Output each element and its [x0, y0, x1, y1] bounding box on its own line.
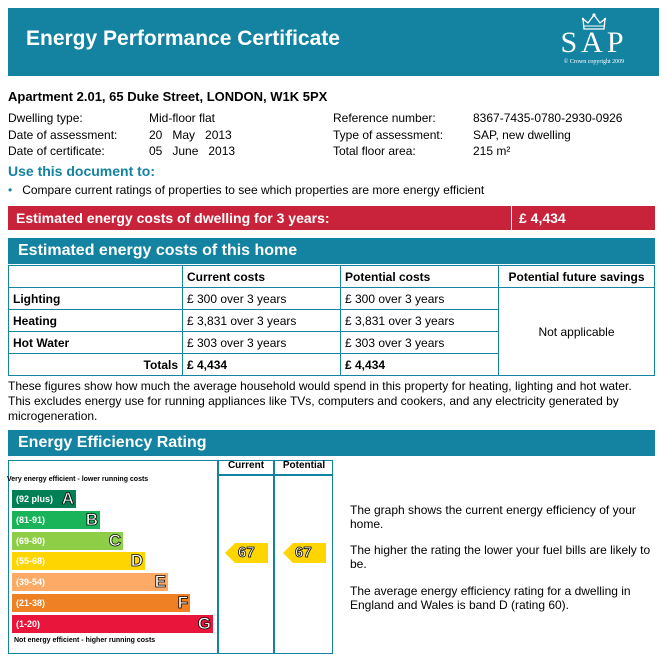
column-potential-label: Potential — [282, 460, 326, 471]
dwelling-type-label: Dwelling type: — [8, 111, 83, 125]
row-label: Heating — [9, 310, 183, 332]
energy-costs-table — [8, 265, 655, 376]
rating-band-range: (92 plus) — [16, 494, 54, 504]
row-label: Lighting — [9, 288, 183, 310]
potential-savings-value: Not applicable — [499, 288, 655, 376]
rating-bottom-label: Not energy efficient - higher running costs — [14, 637, 156, 644]
table-header-row — [9, 266, 655, 288]
row-potential: £ 300 over 3 years — [341, 288, 499, 310]
sap-logo-text: SAP — [560, 26, 628, 59]
rating-band-letter: D — [130, 551, 143, 570]
potential-rating-value: 67 — [295, 544, 312, 561]
assessment-type-label: Type of assessment: — [333, 127, 444, 142]
rating-band-range: (39-54) — [16, 577, 46, 587]
assessment-type-value: SAP, new dwelling — [473, 127, 571, 142]
property-address: Apartment 2.01, 65 Duke Street, LONDON, W1K 5PX — [8, 89, 328, 104]
rating-band-f — [12, 594, 190, 612]
row-potential: £ 303 over 3 years — [341, 332, 499, 354]
details-right-labels — [333, 110, 443, 160]
use-document-item-text: Compare current ratings of properties to see which properties are more energy efficient — [22, 183, 485, 197]
rating-band-b — [12, 511, 100, 529]
rating-band-letter: A — [61, 489, 74, 508]
rating-band-c — [12, 532, 123, 550]
estimated-cost-bar — [8, 206, 655, 230]
rating-band-range: (21-38) — [16, 598, 46, 608]
rating-band-letter: F — [177, 593, 188, 612]
use-document-item — [8, 183, 484, 197]
rating-explanation-1: The graph shows the current energy efficiency of your home. — [350, 503, 636, 531]
rating-explanation-3: The average energy efficiency rating for a dwelling in England and Wales is band D (rating 60). — [350, 584, 631, 612]
rating-section-title: Energy Efficiency Rating — [8, 430, 655, 456]
date-assessment-value: 20 May 2013 — [149, 127, 232, 142]
sap-logo — [549, 12, 639, 72]
use-document-title: Use this document to: — [8, 163, 156, 179]
table-header-savings: Potential future savings — [499, 266, 655, 288]
rating-band-range: (1-20) — [16, 619, 41, 629]
sap-copyright: © Crown copyright 2009 — [563, 59, 625, 65]
table-row — [9, 288, 655, 310]
certificate-header — [8, 8, 659, 76]
estimated-cost-value: £ 4,434 — [519, 210, 566, 226]
totals-label: Totals — [9, 354, 183, 376]
date-assessment-label: Date of assessment: — [8, 127, 118, 142]
column-divider — [273, 460, 275, 654]
details-left-values — [149, 110, 235, 160]
rating-band-a — [12, 490, 76, 508]
rating-band-e — [12, 573, 168, 591]
rating-band-range: (69-80) — [16, 536, 46, 546]
certificate-title: Energy Performance Certificate — [26, 27, 340, 50]
rating-band-letter: G — [197, 614, 211, 633]
rating-band-range: (55-68) — [16, 556, 46, 566]
details-left-labels — [8, 110, 117, 160]
current-rating-value: 67 — [238, 544, 255, 561]
totals-current: £ 4,434 — [183, 354, 341, 376]
row-current: £ 3,831 over 3 years — [183, 310, 341, 332]
column-current-label: Current — [227, 460, 265, 471]
dwelling-type-value: Mid-floor flat — [149, 111, 216, 125]
row-current: £ 300 over 3 years — [183, 288, 341, 310]
rating-band-letter: E — [154, 572, 166, 591]
costs-section-title: Estimated energy costs of this home — [8, 238, 655, 264]
rating-band-g — [12, 615, 213, 633]
costs-note: These figures show how much the average household would spend in this property for heating, lighting and hot water. This excludes energy use for running appliances like TVs, computers and cookers, and any electricity generated by microgeneration. — [8, 379, 632, 423]
row-label: Hot Water — [9, 332, 183, 354]
bullet-icon: • — [8, 183, 13, 197]
reference-label: Reference number: — [333, 111, 436, 125]
floor-area-label: Total floor area: — [333, 144, 416, 158]
row-current: £ 303 over 3 years — [183, 332, 341, 354]
floor-area-value: 215 m² — [473, 144, 511, 158]
estimated-cost-label: Estimated energy costs of dwelling for 3 years: — [16, 210, 330, 226]
table-header-current: Current costs — [183, 266, 341, 288]
table-header-blank — [9, 266, 183, 288]
cost-bar-divider — [511, 206, 512, 230]
rating-band-letter: C — [108, 531, 121, 550]
date-certificate-value: 05 June 2013 — [149, 144, 236, 158]
reference-value: 8367-7435-0780-2930-0926 — [473, 111, 623, 125]
date-certificate-label: Date of certificate: — [8, 144, 105, 158]
column-divider — [217, 460, 219, 654]
totals-potential: £ 4,434 — [341, 354, 499, 376]
rating-band-d — [12, 552, 145, 570]
rating-top-label: Very energy efficient - lower running costs — [7, 476, 149, 483]
details-right-values — [473, 110, 622, 160]
rating-band-range: (81-91) — [16, 515, 46, 525]
rating-explanation-2: The higher the rating the lower your fuel bills are likely to be. — [350, 543, 651, 571]
rating-band-letter: B — [85, 510, 98, 529]
table-header-potential: Potential costs — [341, 266, 499, 288]
row-potential: £ 3,831 over 3 years — [341, 310, 499, 332]
